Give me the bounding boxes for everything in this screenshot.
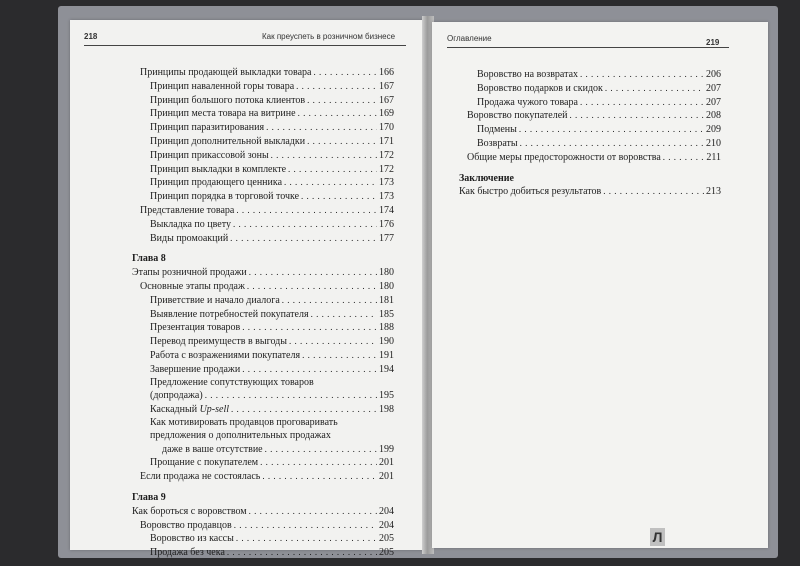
toc-entry[interactable] [132,66,394,80]
toc-entry[interactable] [132,389,394,403]
toc-dot-leader [289,335,377,349]
toc-dot-leader [307,135,377,149]
toc-entry-title: Прощание с покупателем [150,457,259,469]
toc-entry[interactable] [132,294,394,308]
toc-entry-title: (допродажа) [150,390,203,402]
toc-dot-leader [313,66,377,80]
toc-entry-line: Как мотивировать продавцов проговаривать [150,416,338,428]
toc-dot-leader [231,403,377,417]
toc-entry-title: Продажа чужого товара [477,96,578,108]
toc-entry-line: предложения о дополнительных продажах [150,429,331,441]
toc-entry[interactable] [132,218,394,232]
toc-dot-leader [520,137,704,151]
toc-entry[interactable] [459,123,721,137]
toc-entry[interactable] [132,149,394,163]
toc-entry-title: Виды промоакций [150,232,229,244]
toc-page-number: 173 [379,191,394,203]
toc-entry-title: Выкладка по цвету [150,218,231,230]
toc-dot-leader [288,163,377,177]
toc-entry[interactable] [132,204,394,218]
toc-dot-leader [234,519,377,533]
toc-entry-title: Как быстро добиться результатов [459,186,602,198]
toc-entry-title: Принцип прикассовой зоны [150,149,269,161]
toc-entry-title: Принцип продающего ценника [150,177,283,189]
right-running-title: Оглавление [447,34,492,43]
toc-entry[interactable] [132,232,394,246]
toc-page-number: 166 [379,67,394,78]
toc-dot-leader [298,107,377,121]
toc-entry-title: Принцип дополнительной выкладки [150,135,306,147]
toc-entry-title: Если продажа не состоялась [140,471,261,483]
chapter-heading: Глава 9 [132,491,166,503]
toc-entry-title: даже в ваше отсутствие [162,443,263,455]
toc-entry[interactable] [132,94,394,108]
toc-dot-leader [663,151,705,165]
toc-entry[interactable] [459,82,721,96]
toc-entry[interactable] [132,308,394,322]
toc-entry-title: Принцип большого потока клиентов [150,94,306,106]
toc-dot-leader [284,176,377,190]
toc-dot-leader [262,470,377,484]
toc-dot-leader [302,349,377,363]
toc-entry[interactable] [459,185,721,199]
toc-dot-leader [205,389,377,403]
toc-entry[interactable] [132,443,394,457]
right-page-number: 219 [706,38,720,47]
toc-entry[interactable] [459,96,721,110]
toc-entry-title: Презентация товаров [150,322,241,334]
toc-page-number: 172 [379,149,394,161]
toc-dot-leader [227,546,377,560]
toc-page-number: 201 [379,457,394,469]
toc-entry[interactable] [132,176,394,190]
toc-entry[interactable] [132,403,394,417]
toc-page-number: 211 [706,151,721,163]
toc-dot-leader [519,123,704,137]
toc-entry-title: Принцип места товара на витрине [150,108,296,120]
toc-entry-line: Предложение сопутствующих товаров [150,376,314,388]
toc-dot-leader [249,266,377,280]
toc-dot-leader [569,109,704,123]
toc-entry-title: Продажа без чека [150,547,225,559]
left-page-number: 218 [84,32,98,41]
toc-dot-leader [260,456,377,470]
toc-entry[interactable] [459,151,721,165]
toc-entry[interactable] [132,266,394,280]
toc-entry-title: Принцип порядка в торговой точке [150,191,300,203]
toc-entry[interactable] [132,335,394,349]
toc-entry-title: Этапы розничной продажи [132,267,247,279]
toc-entry[interactable] [132,505,394,519]
toc-page-number: 195 [379,390,394,402]
toc-page-number: 205 [379,533,394,545]
toc-entry-title: Возвраты [477,137,518,149]
right-header-rule [447,47,729,48]
toc-page-number: 191 [379,349,394,361]
toc-page-number: 213 [706,186,721,198]
toc-entry-title: Принцип паразитирования [150,122,265,134]
toc-entry-title: Представление товара [140,204,235,216]
toc-page-number: 208 [706,110,721,122]
toc-page-number: 201 [379,471,394,483]
toc-page-number: 206 [706,69,721,80]
toc-entry-title: Подмены [477,124,517,136]
toc-dot-leader [307,94,377,108]
toc-page-number: 210 [706,137,721,149]
toc-page-number: 171 [379,135,394,147]
toc-entry[interactable] [132,519,394,533]
toc-page-number: 209 [706,124,721,136]
toc-dot-leader [230,232,377,246]
toc-dot-leader [236,532,377,546]
toc-page-number: 207 [706,96,721,108]
toc-entry[interactable] [132,107,394,121]
toc-page-number: 177 [379,232,394,244]
toc-dot-leader [311,308,377,322]
toc-entry-title: Воровство покупателей [467,110,568,122]
toc-page-number: 180 [379,280,394,292]
toc-dot-leader [242,363,377,377]
toc-page-number: 188 [379,322,394,334]
toc-entry-title: Как бороться с воровством [132,505,247,517]
toc-entry[interactable] [132,532,394,546]
toc-page-number: 172 [379,163,394,175]
toc-entry-title: Завершение продажи [150,363,241,375]
toc-dot-leader [605,82,704,96]
toc-entry[interactable] [132,470,394,484]
toc-page-number: 198 [379,404,394,416]
toc-page-number: 167 [379,80,394,92]
toc-dot-leader [247,280,377,294]
toc-entry-title: Воровство из кассы [150,533,234,545]
toc-page-number: 174 [379,204,394,216]
toc-entry[interactable] [132,80,394,94]
toc-page-number: 181 [379,294,394,306]
toc-page-number: 170 [379,122,394,134]
toc-page-number: 169 [379,108,394,120]
toc-page-number: 173 [379,177,394,189]
left-running-title: Как преуспеть в розничном бизнесе [262,32,396,41]
toc-page-number: 167 [379,94,394,106]
toc-entry-title: Выявление потребностей покупателя [150,308,309,320]
toc-entry-title: Каскадный Up-sell [150,404,230,416]
toc-entry-title: Воровство на возвратах [477,69,579,80]
toc-page-number: 204 [379,519,394,531]
toc-page-number: 194 [379,363,394,375]
toc-entry-title: Общие меры предосторожности от воровства [467,151,661,163]
toc-entry[interactable] [132,456,394,470]
toc-entry[interactable] [459,68,721,82]
toc-dot-leader [580,68,704,82]
toc-page-number: 199 [379,443,394,455]
toc-entry[interactable] [132,546,394,560]
toc-dot-leader [603,185,704,199]
toc-entry[interactable] [132,135,394,149]
toc-dot-leader [271,149,377,163]
toc-entry[interactable] [132,163,394,177]
toc-page-number: 185 [379,308,394,320]
toc-dot-leader [296,80,377,94]
toc-entry[interactable] [459,137,721,151]
toc-dot-leader [266,121,377,135]
publisher-logo-icon: Л [650,528,665,546]
toc-page-number: 205 [379,547,394,559]
toc-entry[interactable] [132,190,394,204]
toc-entry-title: Принцип выкладки в комплекте [150,163,287,175]
toc-entry[interactable] [132,121,394,135]
toc-entry[interactable] [132,349,394,363]
toc-dot-leader [249,505,377,519]
toc-entry-title: Принцип наваленной горы товара [150,80,295,92]
toc-dot-leader [282,294,377,308]
toc-page-number: 190 [379,336,394,348]
toc-page-number: 207 [706,82,721,94]
toc-dot-leader [265,443,377,457]
toc-dot-leader [301,190,377,204]
toc-entry-title: Воровство подарков и скидок [477,82,603,94]
toc-entry-title: Основные этапы продаж [140,280,245,292]
toc-entry-title: Воровство продавцов [140,519,232,531]
toc-dot-leader [233,218,377,232]
toc-entry[interactable] [132,363,394,377]
chapter-heading: Заключение [459,172,514,184]
chapter-heading: Глава 8 [132,253,166,265]
toc-entry-title: Принципы продающей выкладки товара [140,67,312,78]
toc-entry-title: Перевод преимуществ в выгоды [150,336,287,348]
toc-entry-title: Приветствие и начало диалога [150,294,280,306]
toc-dot-leader [242,321,377,335]
left-toc [132,66,394,560]
toc-entry[interactable] [132,321,394,335]
toc-page-number: 180 [379,267,394,279]
toc-entry[interactable] [459,109,721,123]
toc-dot-leader [236,204,377,218]
toc-page-number: 176 [379,218,394,230]
toc-page-number: 204 [379,505,394,517]
toc-entry[interactable] [132,280,394,294]
right-toc [459,68,721,199]
toc-entry-title: Работа с возражениями покупателя [150,349,301,361]
toc-dot-leader [580,96,704,110]
left-header-rule [84,45,406,46]
